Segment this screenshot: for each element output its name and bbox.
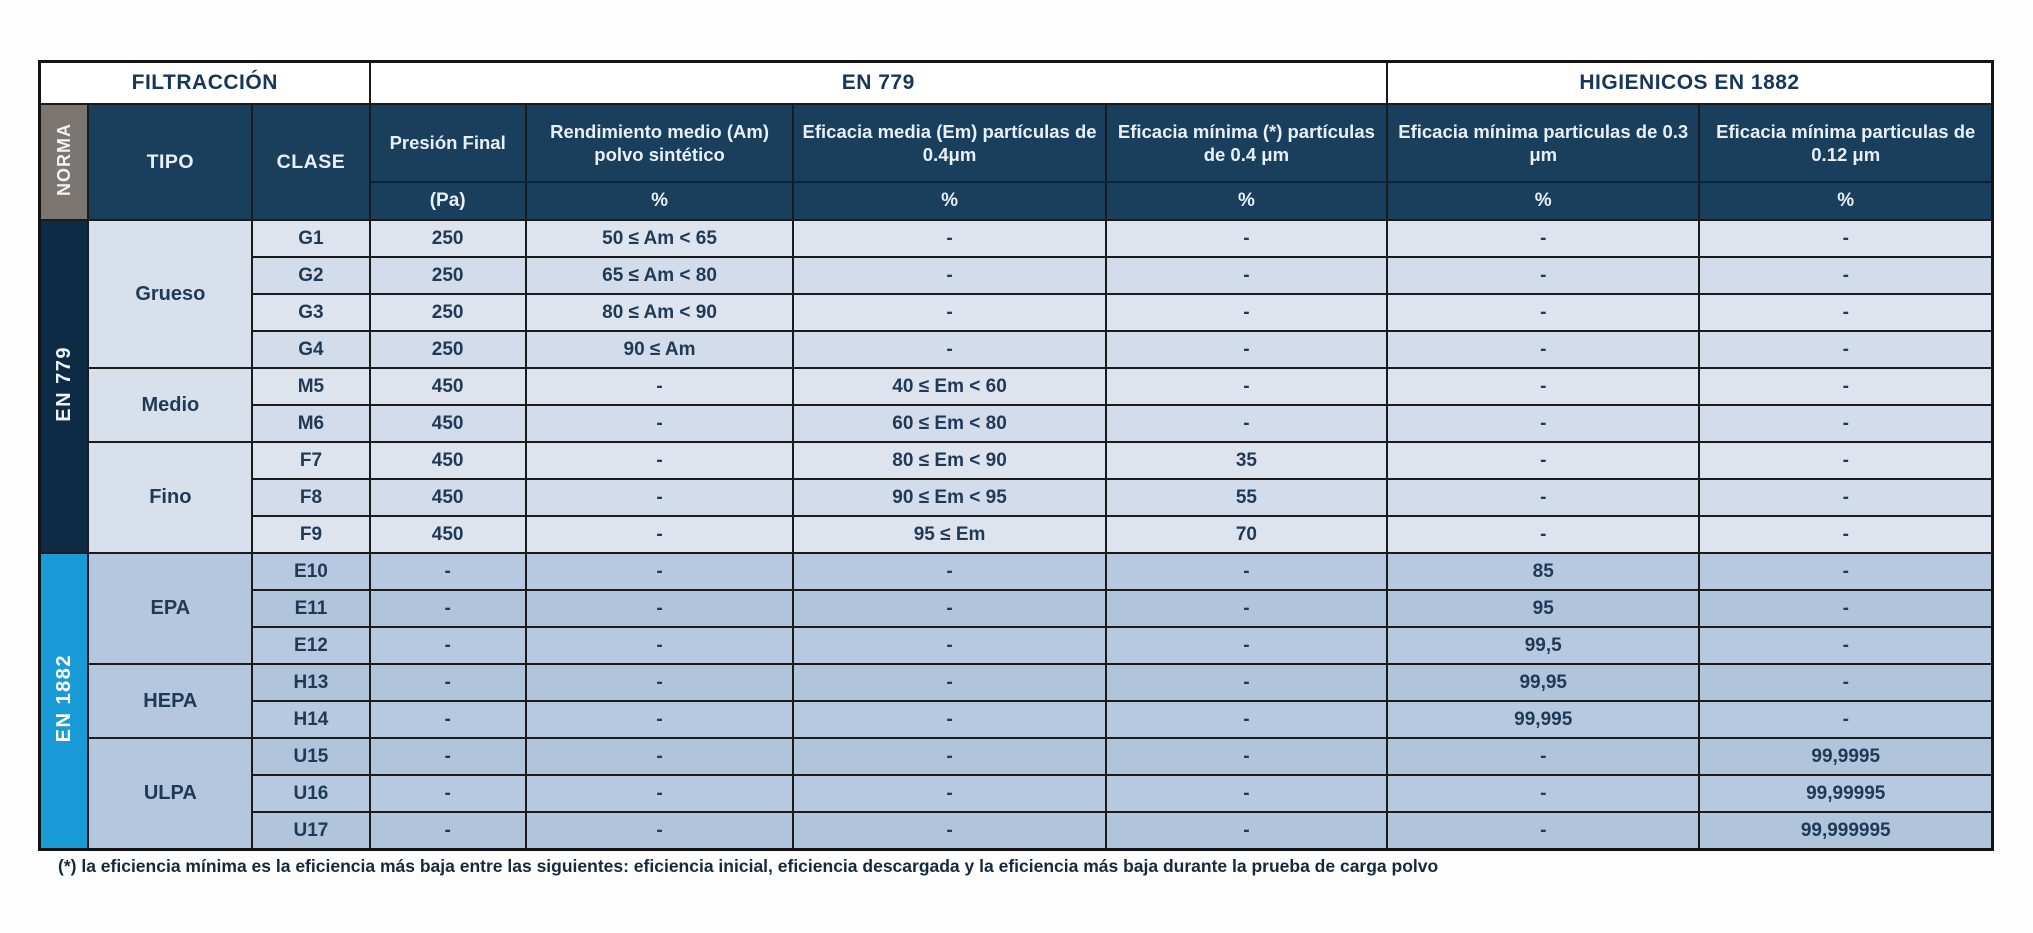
value-cell: - (793, 220, 1105, 257)
value-cell: - (370, 701, 526, 738)
value-cell: - (1387, 812, 1699, 850)
norma-column-header-label: NORMA (53, 123, 74, 196)
value-cell: 450 (370, 405, 526, 442)
clase-cell: F8 (252, 479, 369, 516)
value-cell: 450 (370, 516, 526, 553)
value-cell: - (1699, 627, 1992, 664)
value-cell: 70 (1106, 516, 1387, 553)
value-cell: - (526, 368, 794, 405)
clase-cell: G1 (252, 220, 369, 257)
value-cell: - (370, 775, 526, 812)
value-cell: - (1699, 405, 1992, 442)
eficacia-media-unit: % (793, 182, 1105, 220)
value-cell: - (370, 590, 526, 627)
value-cell: - (1106, 368, 1387, 405)
tipo-cell: Fino (88, 442, 252, 553)
value-cell: - (1699, 220, 1992, 257)
value-cell: - (1699, 701, 1992, 738)
value-cell: - (1106, 294, 1387, 331)
value-cell: - (1699, 516, 1992, 553)
value-cell: - (1106, 664, 1387, 701)
value-cell: 99,99995 (1699, 775, 1992, 812)
value-cell: 250 (370, 257, 526, 294)
table-row (40, 257, 1993, 294)
value-cell: - (1387, 775, 1699, 812)
value-cell: 90 ≤ Em < 95 (793, 479, 1105, 516)
value-cell: - (1106, 331, 1387, 368)
table-row (40, 738, 1993, 775)
value-cell: - (793, 627, 1105, 664)
filtration-table-container (38, 60, 1994, 851)
column-header-row (40, 104, 1993, 182)
value-cell: 60 ≤ Em < 80 (793, 405, 1105, 442)
table-row (40, 812, 1993, 850)
eficacia-minima-012-unit: % (1699, 182, 1992, 220)
value-cell: 450 (370, 368, 526, 405)
value-cell: - (1106, 257, 1387, 294)
value-cell: 85 (1387, 553, 1699, 590)
eficacia-minima-03-unit: % (1387, 182, 1699, 220)
value-cell: - (1387, 257, 1699, 294)
value-cell: 99,995 (1387, 701, 1699, 738)
value-cell: - (1106, 738, 1387, 775)
value-cell: - (1699, 590, 1992, 627)
table-row (40, 664, 1993, 701)
value-cell: - (793, 257, 1105, 294)
tipo-column-header: TIPO (88, 104, 252, 220)
clase-column-header: CLASE (252, 104, 369, 220)
tipo-cell: HEPA (88, 664, 252, 738)
eficacia-minima-03-column-header: Eficacia mínima particulas de 0.3 μm (1387, 104, 1699, 182)
value-cell: - (526, 516, 794, 553)
table-row (40, 590, 1993, 627)
value-cell: - (526, 553, 794, 590)
eficacia-minima-04-unit: % (1106, 182, 1387, 220)
value-cell: 95 ≤ Em (793, 516, 1105, 553)
clase-cell: H14 (252, 701, 369, 738)
value-cell: - (1699, 331, 1992, 368)
table-row (40, 442, 1993, 479)
value-cell: - (1106, 590, 1387, 627)
table-row (40, 368, 1993, 405)
group-header-row (40, 62, 1993, 105)
value-cell: - (1387, 516, 1699, 553)
value-cell: - (526, 442, 794, 479)
value-cell: - (793, 738, 1105, 775)
value-cell: - (793, 701, 1105, 738)
table-row (40, 479, 1993, 516)
value-cell: - (1699, 442, 1992, 479)
tipo-cell: Grueso (88, 220, 252, 368)
value-cell: - (526, 479, 794, 516)
table-row (40, 701, 1993, 738)
value-cell: - (1387, 331, 1699, 368)
value-cell: 55 (1106, 479, 1387, 516)
value-cell: - (526, 627, 794, 664)
group-header-filtraccion: FILTRACCIÓN (40, 62, 370, 105)
value-cell: - (370, 812, 526, 850)
value-cell: 65 ≤ Am < 80 (526, 257, 794, 294)
value-cell: - (370, 664, 526, 701)
norma-column-header (40, 104, 89, 220)
value-cell: - (526, 738, 794, 775)
tipo-cell: ULPA (88, 738, 252, 850)
norma-sidebar-label: EN 779 (52, 345, 75, 422)
eficacia-minima-012-column-header: Eficacia mínima particulas de 0.12 μm (1699, 104, 1992, 182)
group-header-en779: EN 779 (370, 62, 1387, 105)
clase-cell: E12 (252, 627, 369, 664)
value-cell: - (1106, 220, 1387, 257)
value-cell: 90 ≤ Am (526, 331, 794, 368)
value-cell: - (1106, 701, 1387, 738)
tipo-cell: Medio (88, 368, 252, 442)
value-cell: 50 ≤ Am < 65 (526, 220, 794, 257)
value-cell: - (793, 331, 1105, 368)
clase-cell: G4 (252, 331, 369, 368)
value-cell: 250 (370, 220, 526, 257)
value-cell: - (793, 775, 1105, 812)
tipo-cell: EPA (88, 553, 252, 664)
clase-cell: E10 (252, 553, 369, 590)
presion-final-column-header: Presión Final (370, 104, 526, 182)
value-cell: - (1699, 664, 1992, 701)
clase-cell: G3 (252, 294, 369, 331)
value-cell: - (1106, 553, 1387, 590)
value-cell: 99,95 (1387, 664, 1699, 701)
value-cell: - (793, 294, 1105, 331)
value-cell: 450 (370, 442, 526, 479)
value-cell: - (526, 664, 794, 701)
table-row (40, 294, 1993, 331)
value-cell: - (1387, 294, 1699, 331)
clase-cell: H13 (252, 664, 369, 701)
value-cell: 80 ≤ Am < 90 (526, 294, 794, 331)
value-cell: - (1387, 220, 1699, 257)
value-cell: - (526, 775, 794, 812)
value-cell: - (1106, 405, 1387, 442)
value-cell: 250 (370, 331, 526, 368)
value-cell: 80 ≤ Em < 90 (793, 442, 1105, 479)
value-cell: 35 (1106, 442, 1387, 479)
value-cell: - (370, 553, 526, 590)
eficacia-media-column-header: Eficacia media (Em) partículas de 0.4μm (793, 104, 1105, 182)
value-cell: - (1387, 442, 1699, 479)
group-header-higienicos-en1882: HIGIENICOS EN 1882 (1387, 62, 1993, 105)
value-cell: - (1387, 479, 1699, 516)
table-row (40, 331, 1993, 368)
eficacia-minima-04-column-header: Eficacia mínima (*) partículas de 0.4 μm (1106, 104, 1387, 182)
rendimiento-medio-column-header: Rendimiento medio (Am) polvo sintético (526, 104, 794, 182)
value-cell: - (526, 812, 794, 850)
clase-cell: M6 (252, 405, 369, 442)
value-cell: - (1699, 553, 1992, 590)
table-row (40, 627, 1993, 664)
value-cell: 99,999995 (1699, 812, 1992, 850)
table-row (40, 775, 1993, 812)
value-cell: - (370, 627, 526, 664)
value-cell: - (1106, 627, 1387, 664)
clase-cell: F7 (252, 442, 369, 479)
value-cell: - (793, 664, 1105, 701)
value-cell: - (1106, 812, 1387, 850)
value-cell: - (1699, 294, 1992, 331)
table-row (40, 220, 1993, 257)
table-body (40, 220, 1993, 850)
footnote: (*) la eficiencia mínima es la eficiencia más baja entre las siguientes: eficiencia inicial, eficiencia descargada y la eficiencia más baja durante la prueba de carga polvo (58, 856, 1439, 876)
norma-sidebar (40, 553, 89, 850)
clase-cell: U15 (252, 738, 369, 775)
value-cell: - (1106, 775, 1387, 812)
value-cell: - (793, 590, 1105, 627)
norma-sidebar (40, 220, 89, 553)
value-cell: - (526, 590, 794, 627)
presion-unit: (Pa) (370, 182, 526, 220)
filtration-standards-table (38, 60, 1994, 851)
clase-cell: U16 (252, 775, 369, 812)
table-row (40, 553, 1993, 590)
value-cell: - (1699, 479, 1992, 516)
value-cell: 40 ≤ Em < 60 (793, 368, 1105, 405)
rendimiento-unit: % (526, 182, 794, 220)
value-cell: 250 (370, 294, 526, 331)
value-cell: - (1387, 738, 1699, 775)
clase-cell: M5 (252, 368, 369, 405)
clase-cell: U17 (252, 812, 369, 850)
norma-sidebar-label: EN 1882 (52, 653, 75, 743)
value-cell: - (793, 812, 1105, 850)
clase-cell: E11 (252, 590, 369, 627)
value-cell: - (1699, 368, 1992, 405)
value-cell: - (526, 701, 794, 738)
value-cell: - (526, 405, 794, 442)
value-cell: 99,9995 (1699, 738, 1992, 775)
table-row (40, 516, 1993, 553)
clase-cell: F9 (252, 516, 369, 553)
table-row (40, 405, 1993, 442)
value-cell: - (370, 738, 526, 775)
value-cell: - (1387, 368, 1699, 405)
value-cell: - (1699, 257, 1992, 294)
value-cell: 99,5 (1387, 627, 1699, 664)
clase-cell: G2 (252, 257, 369, 294)
value-cell: - (793, 553, 1105, 590)
value-cell: - (1387, 405, 1699, 442)
value-cell: 95 (1387, 590, 1699, 627)
value-cell: 450 (370, 479, 526, 516)
